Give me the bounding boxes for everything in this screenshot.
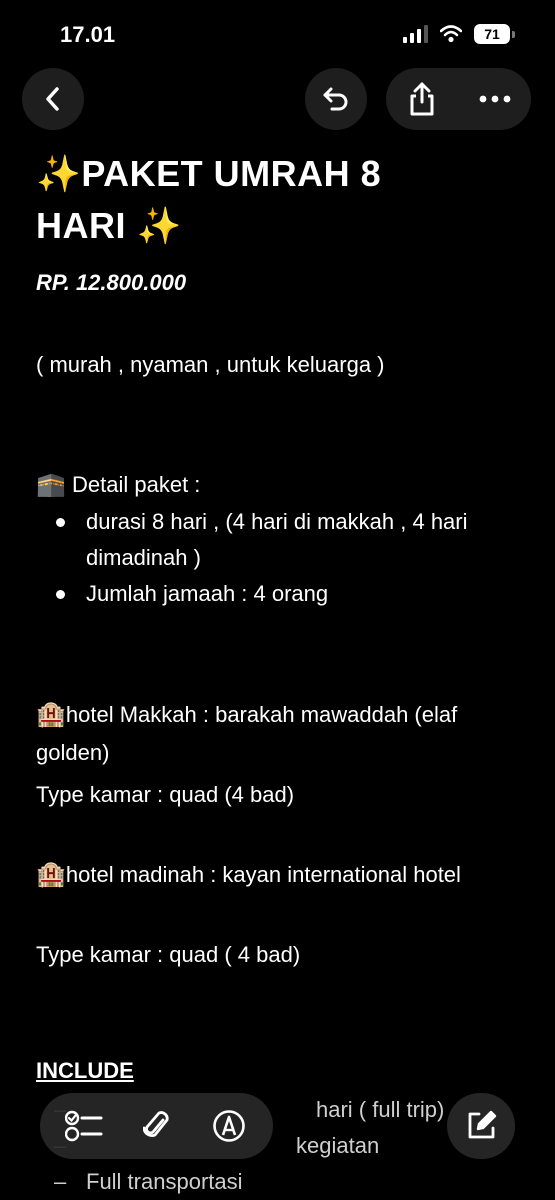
note-actions (386, 68, 531, 130)
list-item: Jumlah jamaah : 4 orang (50, 576, 510, 612)
hotel-makkah-room: Type kamar : quad (4 bad) (36, 782, 295, 807)
checklist-button[interactable] (56, 1098, 112, 1154)
status-time: 17.01 (60, 22, 116, 47)
undo-icon (321, 85, 351, 113)
hotel-icon: 🏨 (36, 861, 66, 888)
hotel-makkah (36, 696, 506, 772)
battery-icon (474, 24, 515, 44)
undo-button[interactable] (305, 68, 367, 130)
tagline-text: ( murah , nyaman , untuk keluarga ) (36, 352, 385, 377)
detail-heading (36, 466, 506, 504)
note-title-line-2: HARI ✨ (36, 205, 182, 246)
bottom-toolbar (40, 1093, 273, 1159)
hotel-makkah-text: hotel Makkah : barakah mawaddah (elaf golden) (36, 702, 458, 765)
pen-icon (212, 1109, 246, 1143)
chevron-left-icon (42, 86, 64, 112)
hotel-madinah-room: Type kamar : quad ( 4 bad) (36, 942, 301, 967)
checklist-icon (65, 1110, 103, 1142)
status-bar (0, 0, 555, 70)
wifi-icon (440, 25, 462, 43)
status-icons (403, 24, 515, 44)
detail-heading-text: Detail paket : (65, 472, 201, 497)
paperclip-icon (143, 1108, 169, 1144)
attach-button[interactable] (128, 1098, 184, 1154)
share-button[interactable] (394, 71, 450, 127)
cellular-signal-icon (403, 25, 428, 43)
battery-level: 71 (474, 24, 510, 44)
include-heading: INCLUDE (36, 1058, 134, 1083)
compose-icon (465, 1110, 497, 1142)
kaaba-icon: 🕋 (36, 471, 66, 498)
list-item: – Full transportasi (50, 1164, 444, 1200)
price-text: RP. 12.800.000 (36, 270, 187, 295)
share-icon (407, 82, 437, 116)
markup-button[interactable] (201, 1098, 257, 1154)
hotel-madinah (36, 856, 506, 894)
list-item: – kegiatan (50, 1128, 444, 1164)
list-item: – hari ( full trip) (50, 1092, 444, 1128)
detail-list (50, 504, 510, 612)
more-icon (479, 95, 511, 103)
compose-button[interactable] (447, 1093, 515, 1159)
more-button[interactable] (467, 71, 523, 127)
hotel-icon: 🏨 (36, 701, 66, 728)
note-title (36, 148, 526, 252)
hotel-madinah-text: hotel madinah : kayan international hotel (65, 862, 461, 887)
note-title-line-1: ✨PAKET UMRAH 8 (36, 153, 382, 194)
list-item: durasi 8 hari , (4 hari di makkah , 4 hari dimadinah ) (50, 504, 510, 576)
back-button[interactable] (22, 68, 84, 130)
